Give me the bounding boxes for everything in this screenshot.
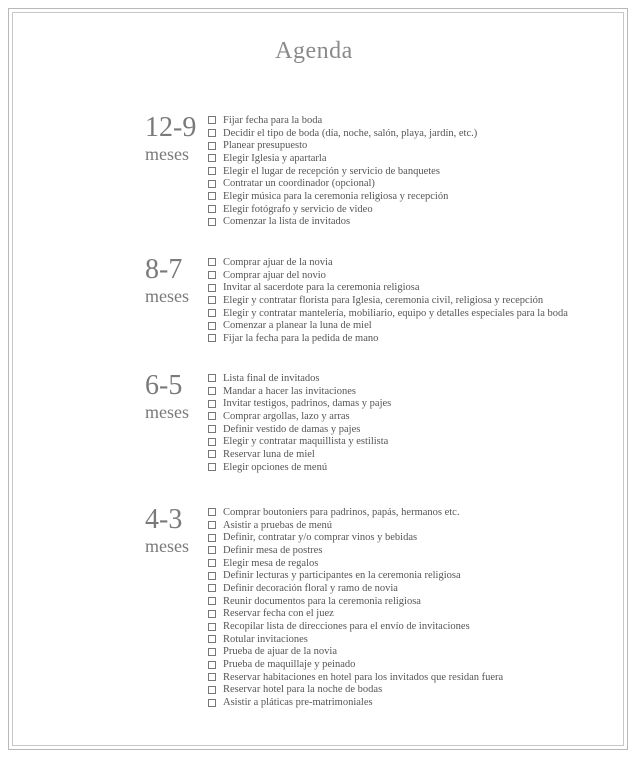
checkbox-icon[interactable] (208, 425, 216, 433)
checkbox-icon[interactable] (208, 508, 216, 516)
checkbox-icon[interactable] (208, 167, 216, 175)
checklist-item (208, 165, 477, 178)
checkbox-icon[interactable] (208, 180, 216, 188)
checklist-item-label: Prueba de ajuar de la novia (223, 646, 337, 658)
checklist-item-label: Comenzar la lista de invitados (223, 216, 351, 228)
checkbox-icon[interactable] (208, 374, 216, 382)
checkbox-icon[interactable] (208, 686, 216, 694)
checklist-item (208, 385, 391, 398)
checkbox-icon[interactable] (208, 623, 216, 631)
checkbox-icon[interactable] (208, 258, 216, 266)
period-range: 12-9 (145, 112, 197, 143)
checkbox-icon[interactable] (208, 334, 216, 342)
period-label (145, 372, 205, 422)
checklist-item (208, 127, 477, 140)
checklist-item (208, 595, 503, 608)
checkbox-icon[interactable] (208, 116, 216, 124)
checklist-item (208, 684, 503, 697)
checklist-item-label: Comenzar a planear la luna de miel (223, 320, 372, 332)
checklist-item (208, 256, 568, 269)
checkbox-icon[interactable] (208, 400, 216, 408)
checklist-item (208, 190, 477, 203)
period-unit: meses (145, 402, 189, 422)
checklist-item (208, 139, 477, 152)
checklist-item (208, 544, 503, 557)
checklist-item (208, 203, 477, 216)
checkbox-icon[interactable] (208, 205, 216, 213)
checklist-item (208, 569, 503, 582)
checklist-item (208, 307, 568, 320)
checklist-item-label: Invitar al sacerdote para la ceremonia religiosa (223, 282, 420, 294)
checklist-item (208, 696, 503, 709)
checklist-item-label: Reservar luna de miel (223, 448, 315, 460)
checkbox-icon[interactable] (208, 673, 216, 681)
period-label (145, 506, 205, 556)
checkbox-icon[interactable] (208, 610, 216, 618)
checklist-item (208, 114, 477, 127)
checklist-item-label: Fijar la fecha para la pedida de mano (223, 332, 379, 344)
checkbox-icon[interactable] (208, 450, 216, 458)
checklist-item-label: Definir mesa de postres (223, 544, 323, 556)
checkbox-icon[interactable] (208, 534, 216, 542)
checklist-item-label: Reservar hotel para la noche de bodas (223, 684, 383, 696)
task-list (208, 114, 477, 228)
checkbox-icon[interactable] (208, 597, 216, 605)
checkbox-icon[interactable] (208, 584, 216, 592)
page-title: Agenda (275, 38, 353, 64)
checkbox-icon[interactable] (208, 648, 216, 656)
checklist-item-label: Fijar fecha para la boda (223, 114, 323, 126)
checklist-item-label: Reservar fecha con el juez (223, 608, 334, 620)
checklist-item-label: Prueba de maquillaje y peinado (223, 659, 356, 671)
checklist-item-label: Recopilar lista de direcciones para el envío de invitaciones (223, 621, 470, 633)
checklist-item (208, 658, 503, 671)
checkbox-icon[interactable] (208, 296, 216, 304)
checklist-item-label: Comprar argollas, lazo y arras (223, 410, 350, 422)
checklist-item (208, 152, 477, 165)
checklist-item-label: Elegir mesa de regalos (223, 557, 319, 569)
checkbox-icon[interactable] (208, 521, 216, 529)
checkbox-icon[interactable] (208, 463, 216, 471)
checklist-item (208, 216, 477, 229)
checkbox-icon[interactable] (208, 699, 216, 707)
checklist-item (208, 448, 391, 461)
checklist-item-label: Contratar un coordinador (opcional) (223, 178, 375, 190)
checkbox-icon[interactable] (208, 412, 216, 420)
checklist-item (208, 519, 503, 532)
checkbox-icon[interactable] (208, 559, 216, 567)
checklist-item-label: Definir decoración floral y ramo de novia (223, 582, 398, 594)
task-list (208, 372, 391, 474)
checklist-item (208, 423, 391, 436)
checkbox-icon[interactable] (208, 387, 216, 395)
checklist-item (208, 620, 503, 633)
checkbox-icon[interactable] (208, 129, 216, 137)
period-range: 4-3 (145, 504, 183, 535)
checklist-item-label: Elegir y contratar maquillista y estilista (223, 436, 389, 448)
checklist-item (208, 608, 503, 621)
checklist-item-label: Comprar ajuar del novio (223, 269, 326, 281)
period-unit: meses (145, 536, 189, 556)
checklist-item-label: Decidir el tipo de boda (día, noche, salón, playa, jardín, etc.) (223, 127, 478, 139)
checkbox-icon[interactable] (208, 438, 216, 446)
checklist-item (208, 582, 503, 595)
checklist-item (208, 461, 391, 474)
checklist-item (208, 319, 568, 332)
checkbox-icon[interactable] (208, 546, 216, 554)
checklist-item-label: Elegir el lugar de recepción y servicio de banquetes (223, 165, 440, 177)
checklist-item (208, 531, 503, 544)
checklist-item-label: Elegir Iglesia y apartarla (223, 152, 327, 164)
checklist-item-label: Elegir y contratar florista para Iglesia, ceremonia civil, religiosa y recepción (223, 294, 544, 306)
checkbox-icon[interactable] (208, 284, 216, 292)
checkbox-icon[interactable] (208, 192, 216, 200)
checkbox-icon[interactable] (208, 154, 216, 162)
checklist-item (208, 410, 391, 423)
checklist-item (208, 633, 503, 646)
checklist-item (208, 177, 477, 190)
checklist-item-label: Comprar boutoniers para padrinos, papás, hermanos etc. (223, 506, 460, 518)
checkbox-icon[interactable] (208, 322, 216, 330)
checklist-item-label: Comprar ajuar de la novia (223, 256, 333, 268)
checkbox-icon[interactable] (208, 142, 216, 150)
checkbox-icon[interactable] (208, 271, 216, 279)
checklist-item (208, 506, 503, 519)
checklist-item-label: Lista final de invitados (223, 372, 320, 384)
checklist-item-label: Elegir y contratar mantelería, mobiliario, equipo y detalles especiales para la boda (223, 307, 568, 319)
checklist-item (208, 397, 391, 410)
checklist-item-label: Elegir fotógrafo y servicio de video (223, 203, 373, 215)
checkbox-icon[interactable] (208, 661, 216, 669)
checklist-item-label: Elegir opciones de menú (223, 461, 328, 473)
checklist-item (208, 372, 391, 385)
period-unit: meses (145, 286, 189, 306)
checkbox-icon[interactable] (208, 309, 216, 317)
checkbox-icon[interactable] (208, 572, 216, 580)
period-label (145, 256, 205, 306)
period-label (145, 114, 205, 164)
checklist-item (208, 671, 503, 684)
checkbox-icon[interactable] (208, 635, 216, 643)
checklist-item (208, 646, 503, 659)
checklist-item (208, 435, 391, 448)
checklist-item-label: Asistir a pláticas pre-matrimoniales (223, 697, 373, 709)
checklist-item (208, 269, 568, 282)
checklist-item (208, 294, 568, 307)
task-list (208, 256, 568, 345)
checklist-item-label: Elegir música para la ceremonia religiosa y recepción (223, 190, 449, 202)
checklist-item (208, 281, 568, 294)
period-unit: meses (145, 144, 189, 164)
checkbox-icon[interactable] (208, 218, 216, 226)
checklist-item-label: Rotular invitaciones (223, 633, 308, 645)
task-list (208, 506, 503, 709)
checklist-item (208, 557, 503, 570)
checklist-item-label: Reservar habitaciones en hotel para los invitados que residan fuera (223, 671, 504, 683)
period-range: 6-5 (145, 370, 183, 401)
checklist-item (208, 332, 568, 345)
checklist-item-label: Mandar a hacer las invitaciones (223, 385, 356, 397)
checklist-item-label: Definir, contratar y/o comprar vinos y bebidas (223, 532, 418, 544)
checklist-item-label: Planear presupuesto (223, 140, 308, 152)
checklist-item-label: Asistir a pruebas de menú (223, 519, 333, 531)
checklist-item-label: Reunir documentos para la ceremonia religiosa (223, 595, 421, 607)
period-range: 8-7 (145, 254, 183, 285)
checklist-item-label: Invitar testigos, padrinos, damas y pajes (223, 398, 392, 410)
checklist-item-label: Definir vestido de damas y pajes (223, 423, 361, 435)
checklist-item-label: Definir lecturas y participantes en la ceremonia religiosa (223, 570, 461, 582)
